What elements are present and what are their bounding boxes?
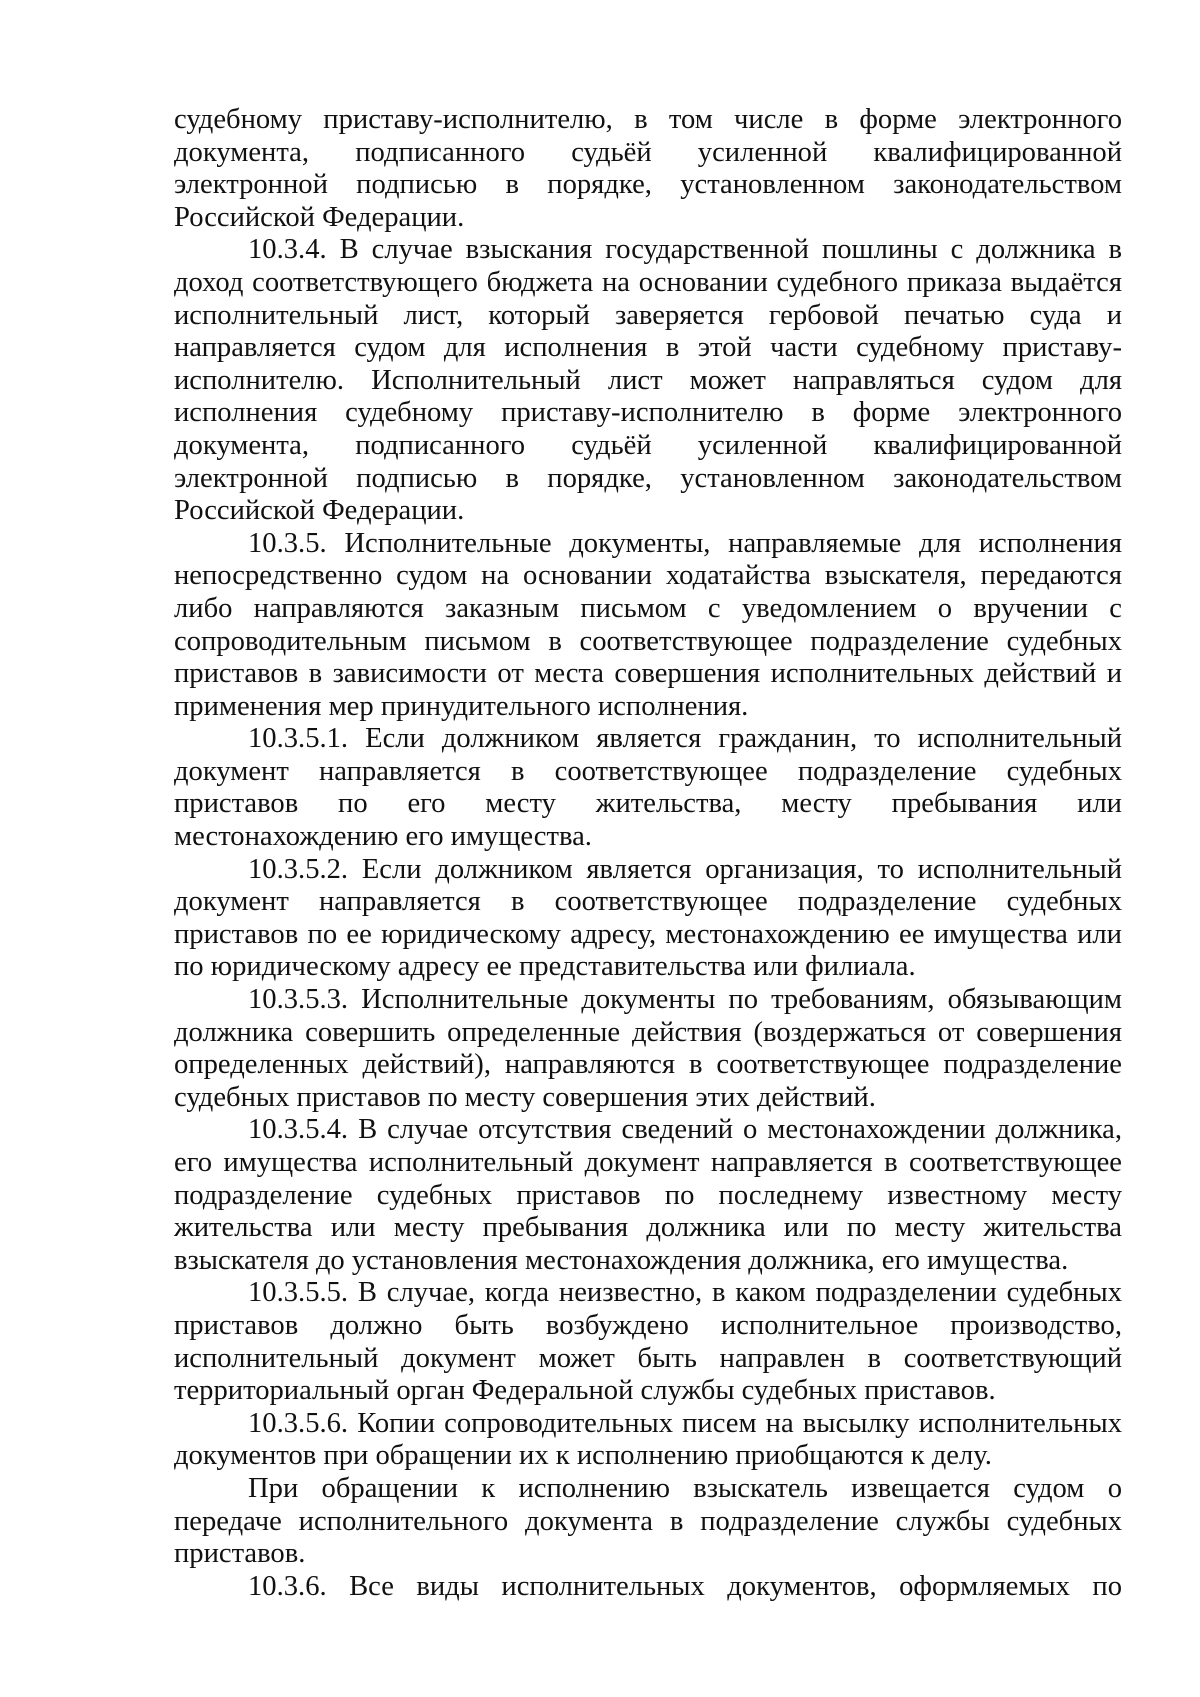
paragraph-notification: При обращении к исполнению взыскатель извещается судом о передаче исполнительного документа в подразделение службы судебных приставов. — [174, 1472, 1122, 1570]
paragraph-10-3-5-5: 10.3.5.5. В случае, когда неизвестно, в каком подразделении судебных приставов должно быть возбуждено исполнительное производство, исполнительный документ может быть направлен в соответствующий территориальный орган Федеральной службы судебных приставов. — [174, 1277, 1122, 1407]
document-page — [174, 104, 1122, 1603]
paragraph-10-3-4: 10.3.4. В случае взыскания государственной пошлины с должника в доход соответствующего бюджета на основании судебного приказа выдаётся исполнительный лист, который заверяется гербовой печатью суда и направляется судом для исполнения в этой части судебному приставу-исполнителю. Исполнительный лист может направляться судом для исполнения судебному приставу-исполнителю в форме электронного документа, подписанного судьёй усиленной квалифицированной электронной подписью в порядке, установленном законодательством Российской Федерации. — [174, 234, 1122, 527]
paragraph-10-3-6: 10.3.6. Все виды исполнительных документов, оформляемых по — [248, 1570, 1122, 1602]
paragraph-10-3-5: 10.3.5. Исполнительные документы, направляемые для исполнения непосредственно судом на основании ходатайства взыскателя, передаются либо направляются заказным письмом с уведомлением о вручении с сопроводительным письмом в соответствующее подразделение судебных приставов в зависимости от места совершения исполнительных действий и применения мер принудительного исполнения. — [174, 527, 1122, 722]
paragraph-10-3-5-6: 10.3.5.6. Копии сопроводительных писем на высылку исполнительных документов при обращении их к исполнению приобщаются к делу. — [174, 1407, 1122, 1472]
paragraph-10-3-5-3: 10.3.5.3. Исполнительные документы по требованиям, обязывающим должника совершить определенные действия (воздержаться от совершения определенных действий), направляются в соответствующее подразделение судебных приставов по месту совершения этих действий. — [174, 984, 1122, 1113]
paragraph-10-3-5-1: 10.3.5.1. Если должником является гражданин, то исполнительный документ направляется в соответствующее подразделение судебных приставов по его месту жительства, месту пребывания или местонахождению его имущества. — [174, 723, 1122, 853]
paragraph-10-3-5-4: 10.3.5.4. В случае отсутствия сведений о местонахождении должника, его имущества исполнительный документ направляется в соответствующее подразделение судебных приставов по последнему известному месту жительства или месту пребывания должника или по месту жительства взыскателя до установления местонахождения должника, его имущества. — [174, 1114, 1122, 1276]
paragraph-10-3-5-2: 10.3.5.2. Если должником является организация, то исполнительный документ направляется в соответствующее подразделение судебных приставов по ее юридическому адресу, местонахождению ее имущества или по юридическому адресу ее представительства или филиала. — [174, 853, 1122, 983]
paragraph-continuation: судебному приставу-исполнителю, в том числе в форме электронного документа, подписанного судьёй усиленной квалифицированной электронной подписью в порядке, установленном законодательством Российской Федерации. — [174, 104, 1122, 233]
